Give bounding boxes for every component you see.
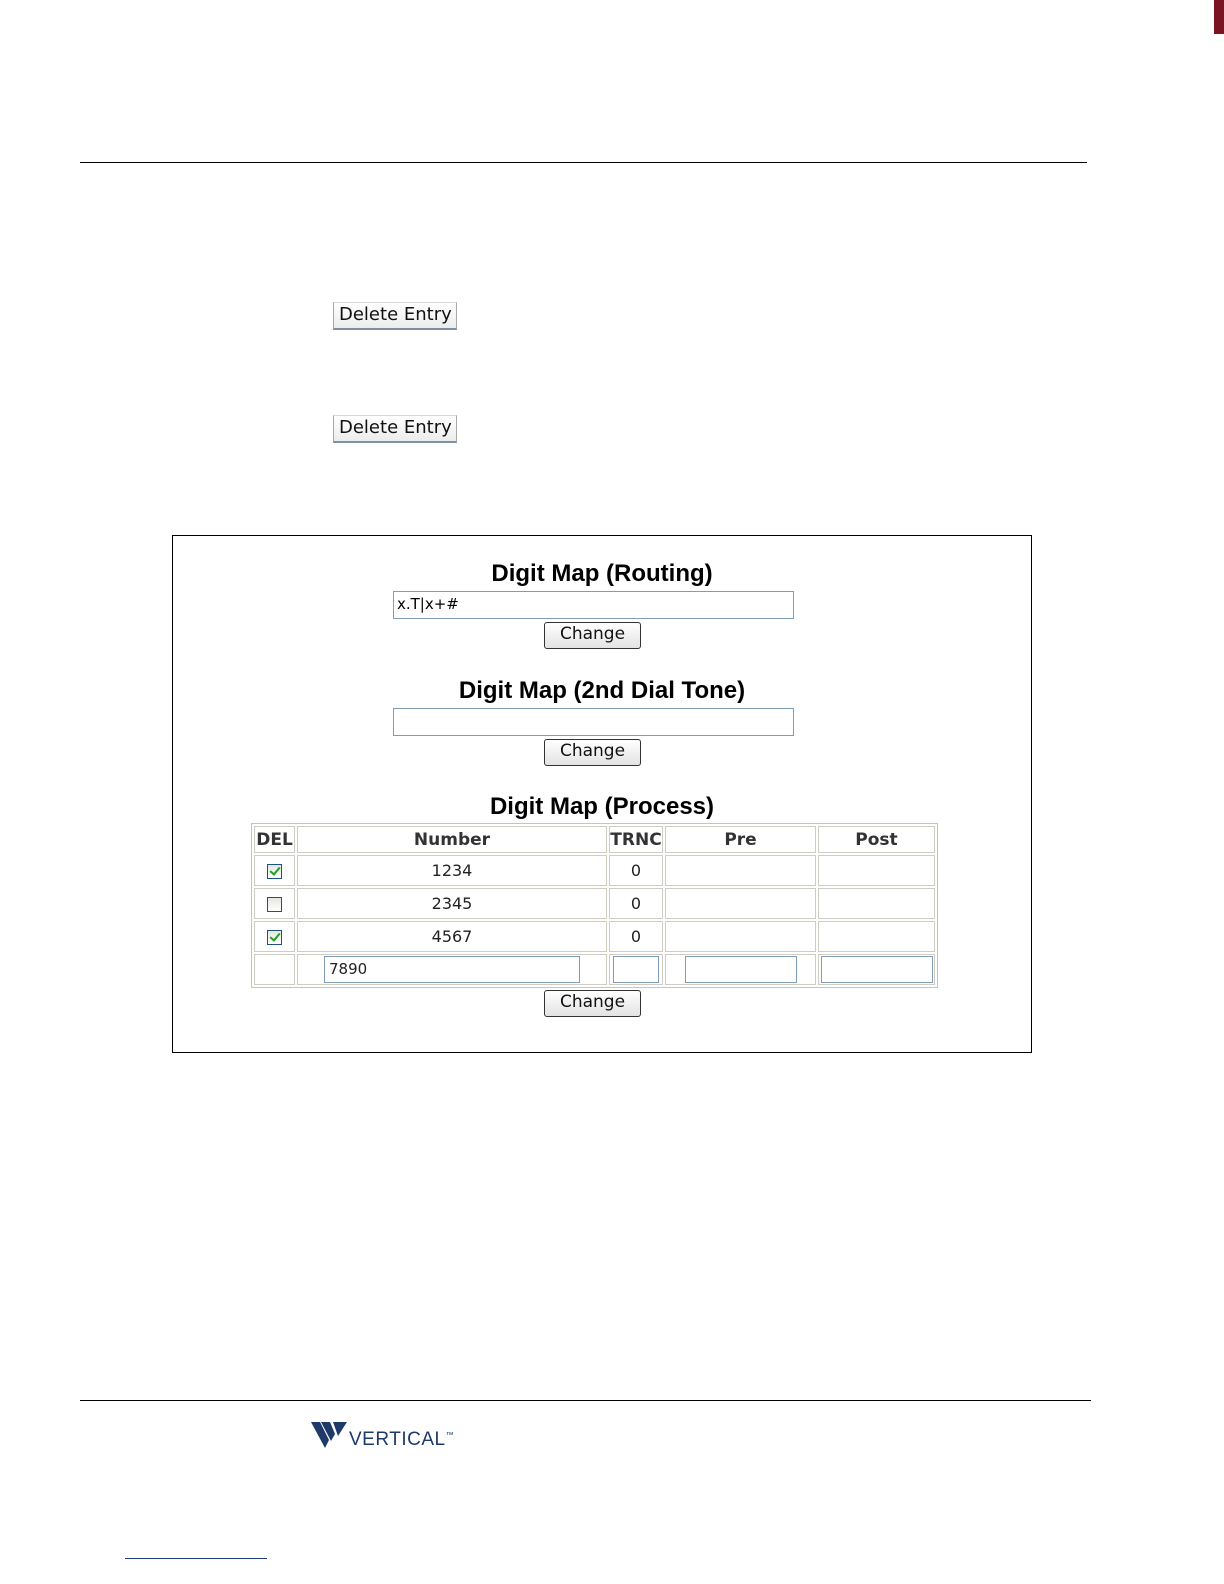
post-cell (818, 888, 935, 919)
brand-wordmark (349, 1429, 454, 1451)
header-rule (80, 162, 1087, 163)
del-checkbox[interactable] (267, 930, 282, 945)
routing-digit-map-input[interactable]: x.T|x+# (393, 591, 794, 619)
trnc-cell: 0 (609, 921, 663, 952)
vertical-logo-icon (311, 1422, 347, 1448)
pre-cell (665, 888, 816, 919)
second-dial-tone-input[interactable] (393, 708, 794, 736)
trnc-cell: 0 (609, 855, 663, 886)
del-checkbox[interactable] (267, 897, 282, 912)
number-input-cell (297, 954, 607, 985)
number-cell: 4567 (297, 921, 607, 952)
footer-link-underline (125, 1558, 267, 1559)
new-entry-row (254, 954, 935, 985)
process-title: Digit Map (Process) (489, 793, 715, 820)
delete-entry-button[interactable]: Delete Entry (333, 302, 457, 330)
second-dial-tone-title: Digit Map (2nd Dial Tone) (458, 677, 746, 704)
new-number-input[interactable]: 7890 (324, 956, 580, 983)
brand-name: VERTICAL (349, 1429, 446, 1450)
routing-title: Digit Map (Routing) (491, 560, 713, 587)
number-cell: 2345 (297, 888, 607, 919)
second-dial-tone-change-button[interactable]: Change (544, 739, 641, 766)
table-row (254, 921, 935, 952)
process-table-header (254, 826, 935, 853)
new-pre-input[interactable] (685, 956, 797, 983)
routing-change-button[interactable]: Change (544, 622, 641, 649)
del-checkbox[interactable] (267, 864, 282, 879)
post-cell (818, 921, 935, 952)
process-table (251, 823, 938, 988)
footer-rule (80, 1400, 1091, 1401)
post-cell (818, 855, 935, 886)
new-post-input[interactable] (821, 956, 933, 983)
trnc-cell: 0 (609, 888, 663, 919)
column-header-del: DEL (254, 826, 295, 853)
pre-input-cell (665, 954, 816, 985)
del-cell (254, 855, 295, 886)
table-row (254, 888, 935, 919)
column-header-post: Post (818, 826, 935, 853)
new-trnc-input[interactable] (613, 956, 659, 983)
number-cell: 1234 (297, 855, 607, 886)
del-cell (254, 921, 295, 952)
column-header-number: Number (297, 826, 607, 853)
pre-cell (665, 855, 816, 886)
column-header-pre: Pre (665, 826, 816, 853)
digit-map-panel (172, 535, 1032, 1053)
process-change-button[interactable]: Change (544, 990, 641, 1017)
column-header-trnc: TRNC (609, 826, 663, 853)
del-cell (254, 888, 295, 919)
delete-entry-button[interactable]: Delete Entry (333, 415, 457, 443)
brand-trademark: ™ (445, 1430, 455, 1440)
del-cell-empty (254, 954, 295, 985)
page-edge-marker (1214, 0, 1224, 34)
trnc-input-cell (609, 954, 663, 985)
pre-cell (665, 921, 816, 952)
post-input-cell (818, 954, 935, 985)
table-row (254, 855, 935, 886)
